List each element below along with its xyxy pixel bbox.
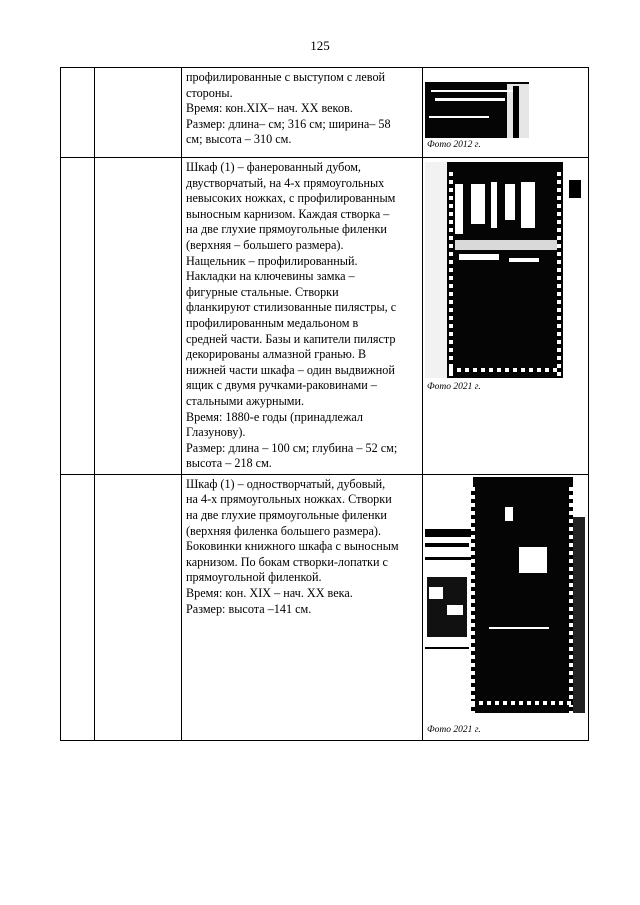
number-cell <box>61 68 95 158</box>
photo-caption: Фото 2021 г. <box>427 382 481 392</box>
description-line: фигурные стальные. Створки <box>186 284 339 299</box>
category-cell <box>95 158 182 475</box>
description-line: стальными ажурными. <box>186 393 305 408</box>
cabinet-photo <box>425 162 585 378</box>
description-line: ящик с двумя ручками-раковинами – <box>186 378 377 393</box>
table-row <box>61 68 589 158</box>
number-cell <box>61 474 95 740</box>
description-cell <box>182 474 423 740</box>
description-line: на 4-х прямоугольных ножках. Створки <box>186 492 392 507</box>
description-line: выносным карнизом. Каждая створка – <box>186 206 390 221</box>
description-line: фланкируют стилизованные пилястры, с <box>186 300 397 315</box>
description-line: стороны. <box>186 85 233 100</box>
description-line: (верхняя филенка большего размера). <box>186 523 382 538</box>
description-line: Время: 1880-е годы (принадлежал <box>186 409 363 424</box>
description-line: Боковинки книжного шкафа с выносным <box>186 539 399 554</box>
description-line: на две глухие прямоугольные филенки <box>186 508 387 523</box>
description-line: Накладки на ключевины замка – <box>186 269 355 284</box>
page-number: 125 <box>310 38 330 53</box>
description-line: нижней части шкафа – один выдвижной <box>186 362 395 377</box>
description-line: Размер: высота –141 см. <box>186 601 312 616</box>
description-line: на две глухие прямоугольные филенки <box>186 222 387 237</box>
cabinet-photo <box>425 477 585 713</box>
description-line: Размер: длина– см; 316 см; ширина– 58 <box>186 116 391 131</box>
cabinet-photo <box>425 72 529 138</box>
description-line: Глазунову). <box>186 425 246 440</box>
description-line: Шкаф (1) – фанерованный дубом, <box>186 160 361 174</box>
description-line: Время: кон.XIX– нач. XX веков. <box>186 101 353 116</box>
description-line: Нащельник – профилированный. <box>186 253 358 268</box>
category-cell <box>95 474 182 740</box>
photo-cell <box>423 474 589 740</box>
table-row <box>61 474 589 740</box>
description-cell <box>182 68 423 158</box>
description-line: Размер: длина – 100 см; глубина – 52 см; <box>186 440 398 455</box>
description-line: декорированы алмазной гранью. В <box>186 347 367 362</box>
description-line: средней части. Базы и капители пилястр <box>186 331 396 346</box>
photo-cell <box>423 68 589 158</box>
description-line: см; высота – 310 см. <box>186 132 292 147</box>
description-line: невысоких ножках, с профилированным <box>186 191 396 206</box>
description-line: (верхняя – большего размера). <box>186 237 344 252</box>
description-line: карнизом. По бокам створки-лопатки с <box>186 554 388 569</box>
category-cell <box>95 68 182 158</box>
description-line: Шкаф (1) – одностворчатый, дубовый, <box>186 476 386 491</box>
table-row <box>61 158 589 475</box>
photo-caption: Фото 2021 г. <box>427 724 481 735</box>
description-cell <box>182 158 423 475</box>
description-line: прямоугольной филенкой. <box>186 570 322 585</box>
description-line: Время: кон. XIX – нач. XX века. <box>186 586 353 601</box>
photo-caption: Фото 2012 г. <box>427 140 481 150</box>
description-line: двустворчатый, на 4-х прямоугольных <box>186 175 385 190</box>
description-line: высота – 218 см. <box>186 456 272 471</box>
inventory-table <box>60 67 589 741</box>
photo-cell <box>423 158 589 475</box>
number-cell <box>61 158 95 475</box>
description-line: профилированные с выступом с левой <box>186 70 386 84</box>
description-line: профилированным медальоном в <box>186 315 359 330</box>
